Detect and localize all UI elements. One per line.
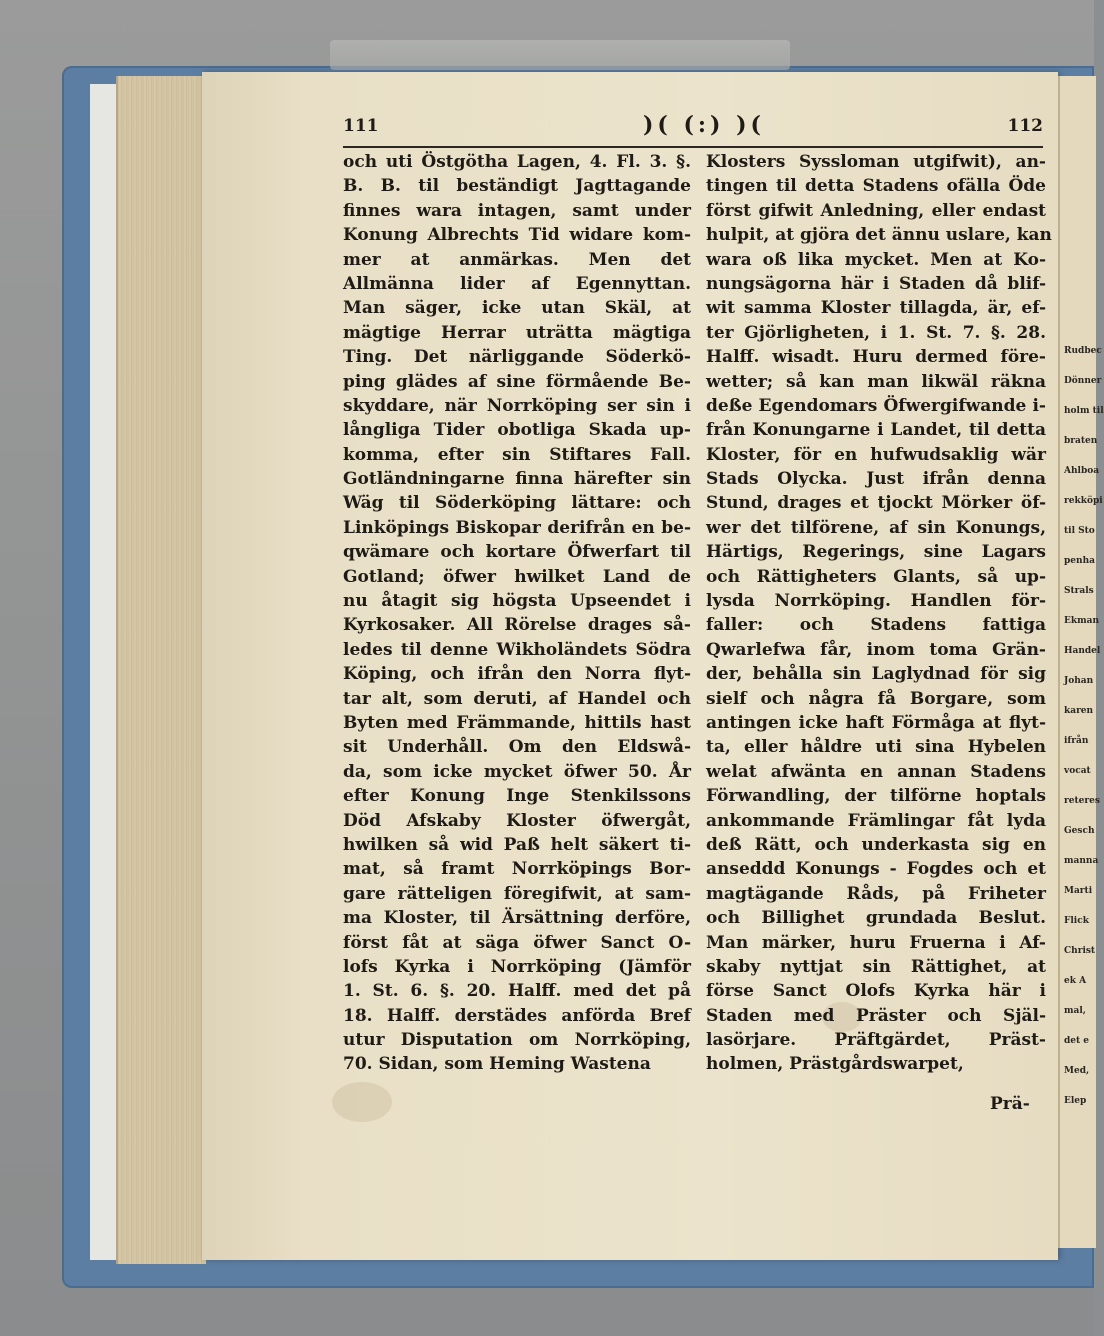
text-line: tar alt, som deruti, af Handel och [343,688,691,709]
next-page-fragment: karen [1064,706,1094,716]
text-line: welat afwänta en annan Stadens [706,761,1046,782]
catchword: Prä- [990,1094,1030,1114]
text-line: komma, efter sin Stiftares Fall. [343,444,691,465]
text-line: Död Afskaby Kloster öfwergåt, [343,810,691,831]
text-line: hulpit, at gjöra det ännu uslare, kan [706,225,1052,246]
text-line: wetter; så kan man likwäl räkna [706,371,1046,392]
text-line: sielf och några få Borgare, som [706,688,1046,709]
left-text-column [343,150,691,1077]
text-line: hwilken så wid Paß helt säkert ti- [343,834,691,855]
text-line: Konung Albrechts Tid widare kom- [343,225,691,246]
text-line: och Billighet grundada Beslut. [706,908,1046,929]
text-line: ter Gjörligheten, i 1. St. 7. §. 28. [706,322,1046,343]
text-line: mer at anmärkas. Men det [343,249,691,270]
text-line: först gifwit Anledning, eller endast [706,200,1046,221]
next-page-fragment: ek A [1064,976,1087,986]
next-page-fragment: til Sto [1064,526,1095,536]
text-line: och Rättigheters Glants, så up- [706,566,1046,587]
text-line: antingen icke haft Förmåga at flyt- [706,712,1046,733]
next-page-fragment: holm til [1064,406,1104,416]
text-line: Förwandling, der tilförne hoptals [706,786,1046,807]
text-line: skyddare, när Norrköping ser sin i [343,395,691,416]
text-line: från Konungarne i Landet, til detta [706,420,1046,441]
text-line: ankommande Främlingar fåt lyda [706,810,1046,831]
header-ornament: )( (:) )( [643,112,765,138]
text-line: lasörjare. Präftgärdet, Präst- [706,1030,1046,1051]
text-line: Halff. wisadt. Huru dermed före- [706,347,1046,368]
text-line: Klosters Syssloman utgifwit), an- [706,152,1046,172]
text-line: deße Egendomars Öfwergifwande i- [706,395,1046,416]
text-line: wer det tilförene, af sin Konungs, [706,517,1046,538]
next-page-fragment: Dönner [1064,376,1102,386]
next-page-fragment: Med, [1064,1066,1090,1076]
text-line: ledes til denne Wikholändets Södra [343,639,691,660]
text-line: faller: och Stadens fattiga [706,615,1046,636]
next-page-fragment: Strals [1064,586,1094,596]
text-line: Man säger, icke utan Skäl, at [343,298,691,319]
next-page-fragment: Rudbec [1064,346,1102,356]
text-line: magtägande Råds, på Friheter [706,883,1046,904]
next-page-fragment: det e [1064,1036,1090,1046]
text-line: först fåt at säga öfwer Sanct O- [343,932,691,953]
text-line: mat, så framt Norrköpings Bor- [343,859,691,880]
text-line: anseddd Konungs - Fogdes och et [706,859,1046,880]
text-line: Köping, och ifrån den Norra flyt- [343,664,691,685]
text-line: Man märker, huru Fruerna i Af- [706,932,1046,953]
text-line: Wäg til Söderköping lättare: och [343,493,691,514]
text-line: Allmänna lider af Egennyttan. [343,273,691,294]
text-line: deß Rätt, och underkasta sig en [706,834,1046,855]
clip-shadow [330,40,790,70]
next-page-fragment: Gesch [1064,826,1095,836]
next-page-fragment: Christ [1064,946,1096,956]
text-line: sit Underhåll. Om den Eldswå- [343,737,691,758]
text-line: Linköpings Biskopar derifrån en be- [343,517,691,538]
text-line: Härtigs, Regerings, sine Lagars [706,542,1046,563]
text-line: och uti Östgötha Lagen, 4. Fl. 3. §. [343,152,691,172]
text-line: Kloster, för en hufwudsaklig wär [706,444,1046,465]
next-page-fragment: vocat [1064,766,1091,776]
text-line: mägtige Herrar uträtta mägtiga [343,322,691,343]
text-line: Gotländningarne finna härefter sin [343,469,691,490]
text-line: Qwarlefwa får, inom toma Grän- [706,639,1046,660]
text-line: 70. Sidan, som Heming Wastena [343,1054,651,1075]
text-line: 18. Halff. derstädes anförda Bref [343,1005,691,1026]
text-line: ma Kloster, til Ärsättning derföre, [343,908,691,929]
next-page-fragment: braten [1064,436,1098,446]
next-page-fragment: Ahlboa [1064,466,1100,476]
page-header [343,112,1043,142]
text-line: lofs Kyrka i Norrköping (Jämför [343,956,691,977]
next-page-fragment: penha [1064,556,1095,566]
next-page-edge [1058,76,1104,1248]
text-line: skaby nyttjat sin Rättighet, at [706,956,1046,977]
text-line: wara oß lika mycket. Men at Ko- [706,249,1046,270]
right-page-number: 112 [1007,116,1043,136]
text-line: finnes wara intagen, samt under [343,200,691,221]
text-line: nungsägorna här i Staden då blif- [706,273,1046,294]
text-line: utur Disputation om Norrköping, [343,1030,691,1051]
text-line: der, behålla sin Laglydnad för sig [706,664,1046,685]
next-page-fragment: Johan [1064,676,1094,686]
text-line: Stund, drages et tjockt Mörker öf- [706,493,1046,514]
right-text-column [706,150,1052,1077]
next-page-fragment: ifrån [1064,736,1089,746]
next-page-fragment: Flick [1064,916,1089,926]
endsheet [90,84,118,1260]
text-line: Stads Olycka. Just ifrån denna [706,469,1046,490]
text-line: da, som icke mycket öfwer 50. År [343,761,691,782]
next-page-fragment: rekköpi [1064,496,1103,506]
text-line: nu åtagit sig högsta Upseendet i [343,591,691,612]
text-line: långliga Tider obotliga Skada up- [343,420,691,441]
text-line: qwämare och kortare Öfwerfart til [343,542,691,563]
next-page-fragment: reteres [1064,796,1100,806]
text-line: Kyrkosaker. All Rörelse drages så- [343,615,691,636]
header-rule [343,146,1043,148]
next-page-fragment: Marti [1064,886,1093,896]
next-page-fragment: Elep [1064,1096,1087,1106]
text-line: tingen til detta Stadens ofälla Öde [706,176,1046,197]
text-line: Byten med Främmande, hittils hast [343,712,691,733]
text-line: B. B. til beständigt Jagttagande [343,176,691,197]
next-page-fragment: mal, [1064,1006,1086,1016]
next-page-fragment: Handel [1064,646,1101,656]
text-line: ping glädes af sine förmående Be- [343,371,691,392]
page-block-edge [116,76,206,1264]
text-line: wit samma Kloster tillagda, är, ef- [706,298,1046,319]
next-page-fragment: manna [1064,856,1099,866]
page-stain [332,1082,392,1122]
left-page-number: 111 [343,116,379,136]
text-line: gare rätteligen föregifwit, at sam- [343,883,691,904]
text-line: Staden med Präster och Själ- [706,1005,1046,1026]
text-line: Ting. Det närliggande Söderkö- [343,347,691,368]
text-line: 1. St. 6. §. 20. Halff. med det på [343,981,691,1002]
text-line: efter Konung Inge Stenkilssons [343,786,691,807]
text-line: ta, eller håldre uti sina Hybelen [706,737,1046,758]
text-line: lysda Norrköping. Handlen för- [706,591,1046,612]
next-page-fragment: Ekman [1064,616,1099,626]
text-line: Gotland; öfwer hwilket Land de [343,566,691,587]
text-line: förse Sanct Olofs Kyrka här i [706,981,1046,1002]
text-line: holmen, Prästgårdswarpet, [706,1054,964,1075]
